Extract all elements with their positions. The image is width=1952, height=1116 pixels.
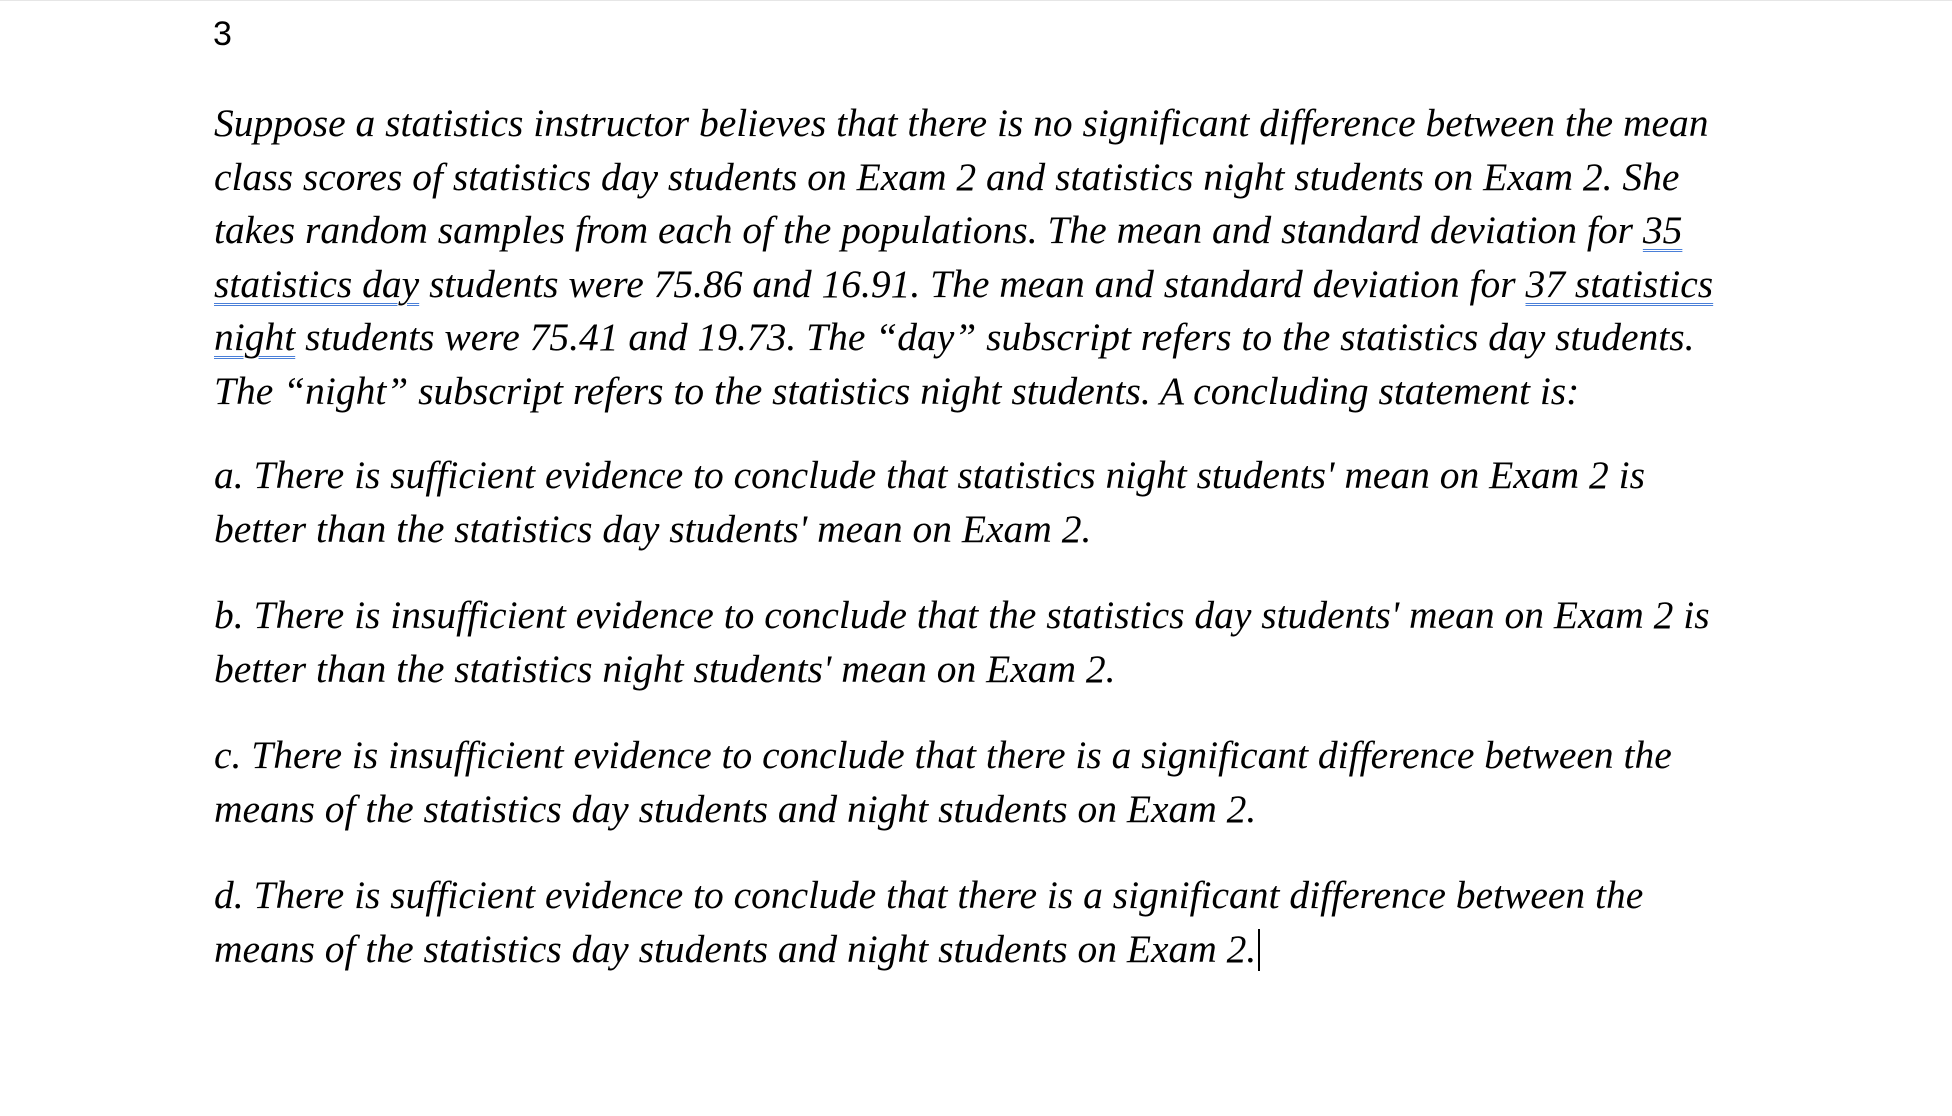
- grammar-suggestion-2[interactable]: 37 statistics night: [214, 261, 1714, 359]
- grammar-suggestion-1[interactable]: 35 statistics day: [214, 208, 1683, 306]
- stem-text-1: Suppose a statistics instructor believes that there is no significant difference between the mean class scores of statistics day students on Exam 2 and statistics night students on Exam 2. She takes random samples from each of the populations. The mean and standard deviation for: [214, 101, 1709, 252]
- question-number: 3: [213, 15, 232, 53]
- question-stem[interactable]: [214, 97, 1744, 418]
- answer-option-d: d. There is sufficient evidence to conclude that there is a significant difference between the means of the statistics day students and night students on Exam 2.: [214, 873, 1644, 971]
- text-cursor: [1258, 929, 1260, 971]
- answer-option-b[interactable]: b. There is insufficient evidence to conclude that the statistics day students' mean on Exam 2 is better than the statistics night students' mean on Exam 2.: [214, 593, 1710, 691]
- document-body[interactable]: [214, 97, 1744, 976]
- answer-option-a[interactable]: a. There is sufficient evidence to conclude that statistics night students' mean on Exam 2 is better than the statistics day students' mean on Exam 2.: [214, 453, 1645, 551]
- answer-option-d-wrapper[interactable]: [214, 869, 1744, 976]
- page-top-border: [0, 0, 1952, 1]
- stem-text-3: students were 75.41 and 19.73. The “day” subscript refers to the statistics day students. The “night” subscript refers to the statistics night students. A concluding statement is:: [214, 315, 1695, 413]
- stem-text-2: students were 75.86 and 16.91. The mean and standard deviation for: [419, 261, 1526, 306]
- answer-option-c[interactable]: c. There is insufficient evidence to conclude that there is a significant difference between the means of the statistics day students and night students on Exam 2.: [214, 733, 1672, 831]
